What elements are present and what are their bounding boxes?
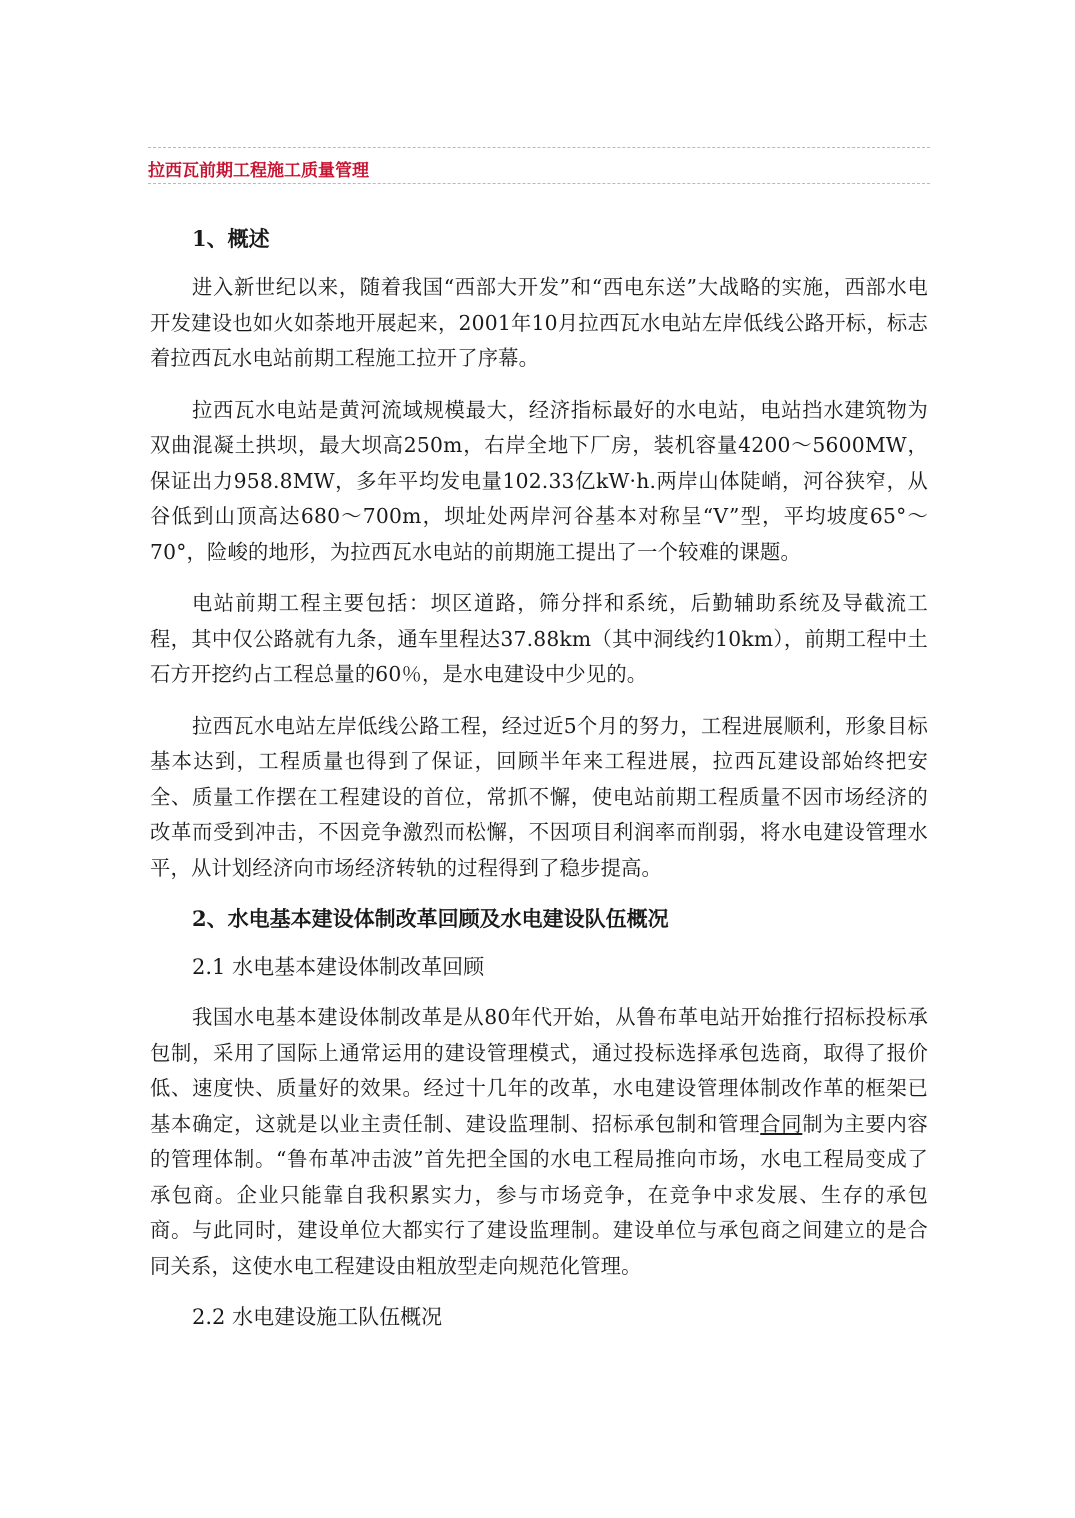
paragraph — [150, 1000, 928, 1284]
paragraph: 拉西瓦水电站是黄河流域规模最大，经济指标最好的水电站，电站挡水建筑物为双曲混凝土拱坝，最大坝高250m，右岸全地下厂房，装机容量4200～5600MW，保证出力958.8MW，多年平均发电量102.33亿kW·h.两岸山体陡峭，河谷狭窄，从谷低到山顶高达680～700m，坝址处两岸河谷基本对称呈“V”型，平均坡度65°～70°，险峻的地形，为拉西瓦水电站的前期施工提出了一个较难的课题。 — [150, 397, 928, 564]
paragraph: 电站前期工程主要包括：坝区道路，筛分拌和系统，后勤辅助系统及导截流工程，其中仅公路就有九条，通车里程达37.88km（其中洞线约10km），前期工程中土石方开挖约占工程总量的60％，是水电建设中少见的。 — [150, 591, 928, 686]
contract-link[interactable]: 合同 — [760, 1111, 803, 1136]
subsection-2-2-heading: 2.2 水电建设施工队伍概况 — [192, 1305, 443, 1329]
page-title: 拉西瓦前期工程施工质量管理 — [148, 161, 369, 181]
section-2-heading: 2、水电基本建设体制改革回顾及水电建设队伍概况 — [192, 906, 669, 931]
paragraph: 拉西瓦水电站左岸低线公路工程，经过近5个月的努力，工程进展顺利，形象目标基本达到，工程质量也得到了保证，回顾半年来工程进展，拉西瓦建设部始终把安全、质量工作摆在工程建设的首位，常抓不懈，使电站前期工程质量不因市场经济的改革而受到冲击，不因竞争激烈而松懈，不因项目利润率而削弱，将水电建设管理水平，从计划经济向市场经济转轨的过程得到了稳步提高。 — [150, 713, 928, 880]
subsection-2-1-heading: 2.1 水电基本建设体制改革回顾 — [192, 955, 485, 979]
section-1-heading: 1、概述 — [192, 226, 270, 251]
document-body — [150, 222, 928, 1350]
title-bar — [148, 147, 930, 184]
paragraph: 进入新世纪以来，随着我国“西部大开发”和“西电东送”大战略的实施，西部水电开发建设也如火如荼地开展起来，2001年10月拉西瓦水电站左岸低线公路开标，标志着拉西瓦水电站前期工程施工拉开了序幕。 — [150, 275, 928, 370]
paragraph-text: 制为主要内容的管理体制。“鲁布革冲击波”首先把全国的水电工程局推向市场，水电工程局变成了承包商。企业只能靠自我积累实力，参与市场竞争，在竞争中求发展、生存的承包商。与此同时，建设单位大都实行了建设监理制。建设单位与承包商之间建立的是合同关系，这使水电工程建设由粗放型走向规范化管理。 — [150, 1111, 929, 1278]
paragraph-text: 我国水电基本建设体制改革是从80年代开始，从鲁布革电站开始推行招标投标承包制，采用了国际上通常运用的建设管理模式，通过投标选择承包选商，取得了报价低、速度快、质量好的效果。经过十几年的改革，水电建设管理体制改作革的框架已基本确定，这就是以业主责任制、建设监理制、招标承包制和管理 — [150, 1005, 928, 1136]
